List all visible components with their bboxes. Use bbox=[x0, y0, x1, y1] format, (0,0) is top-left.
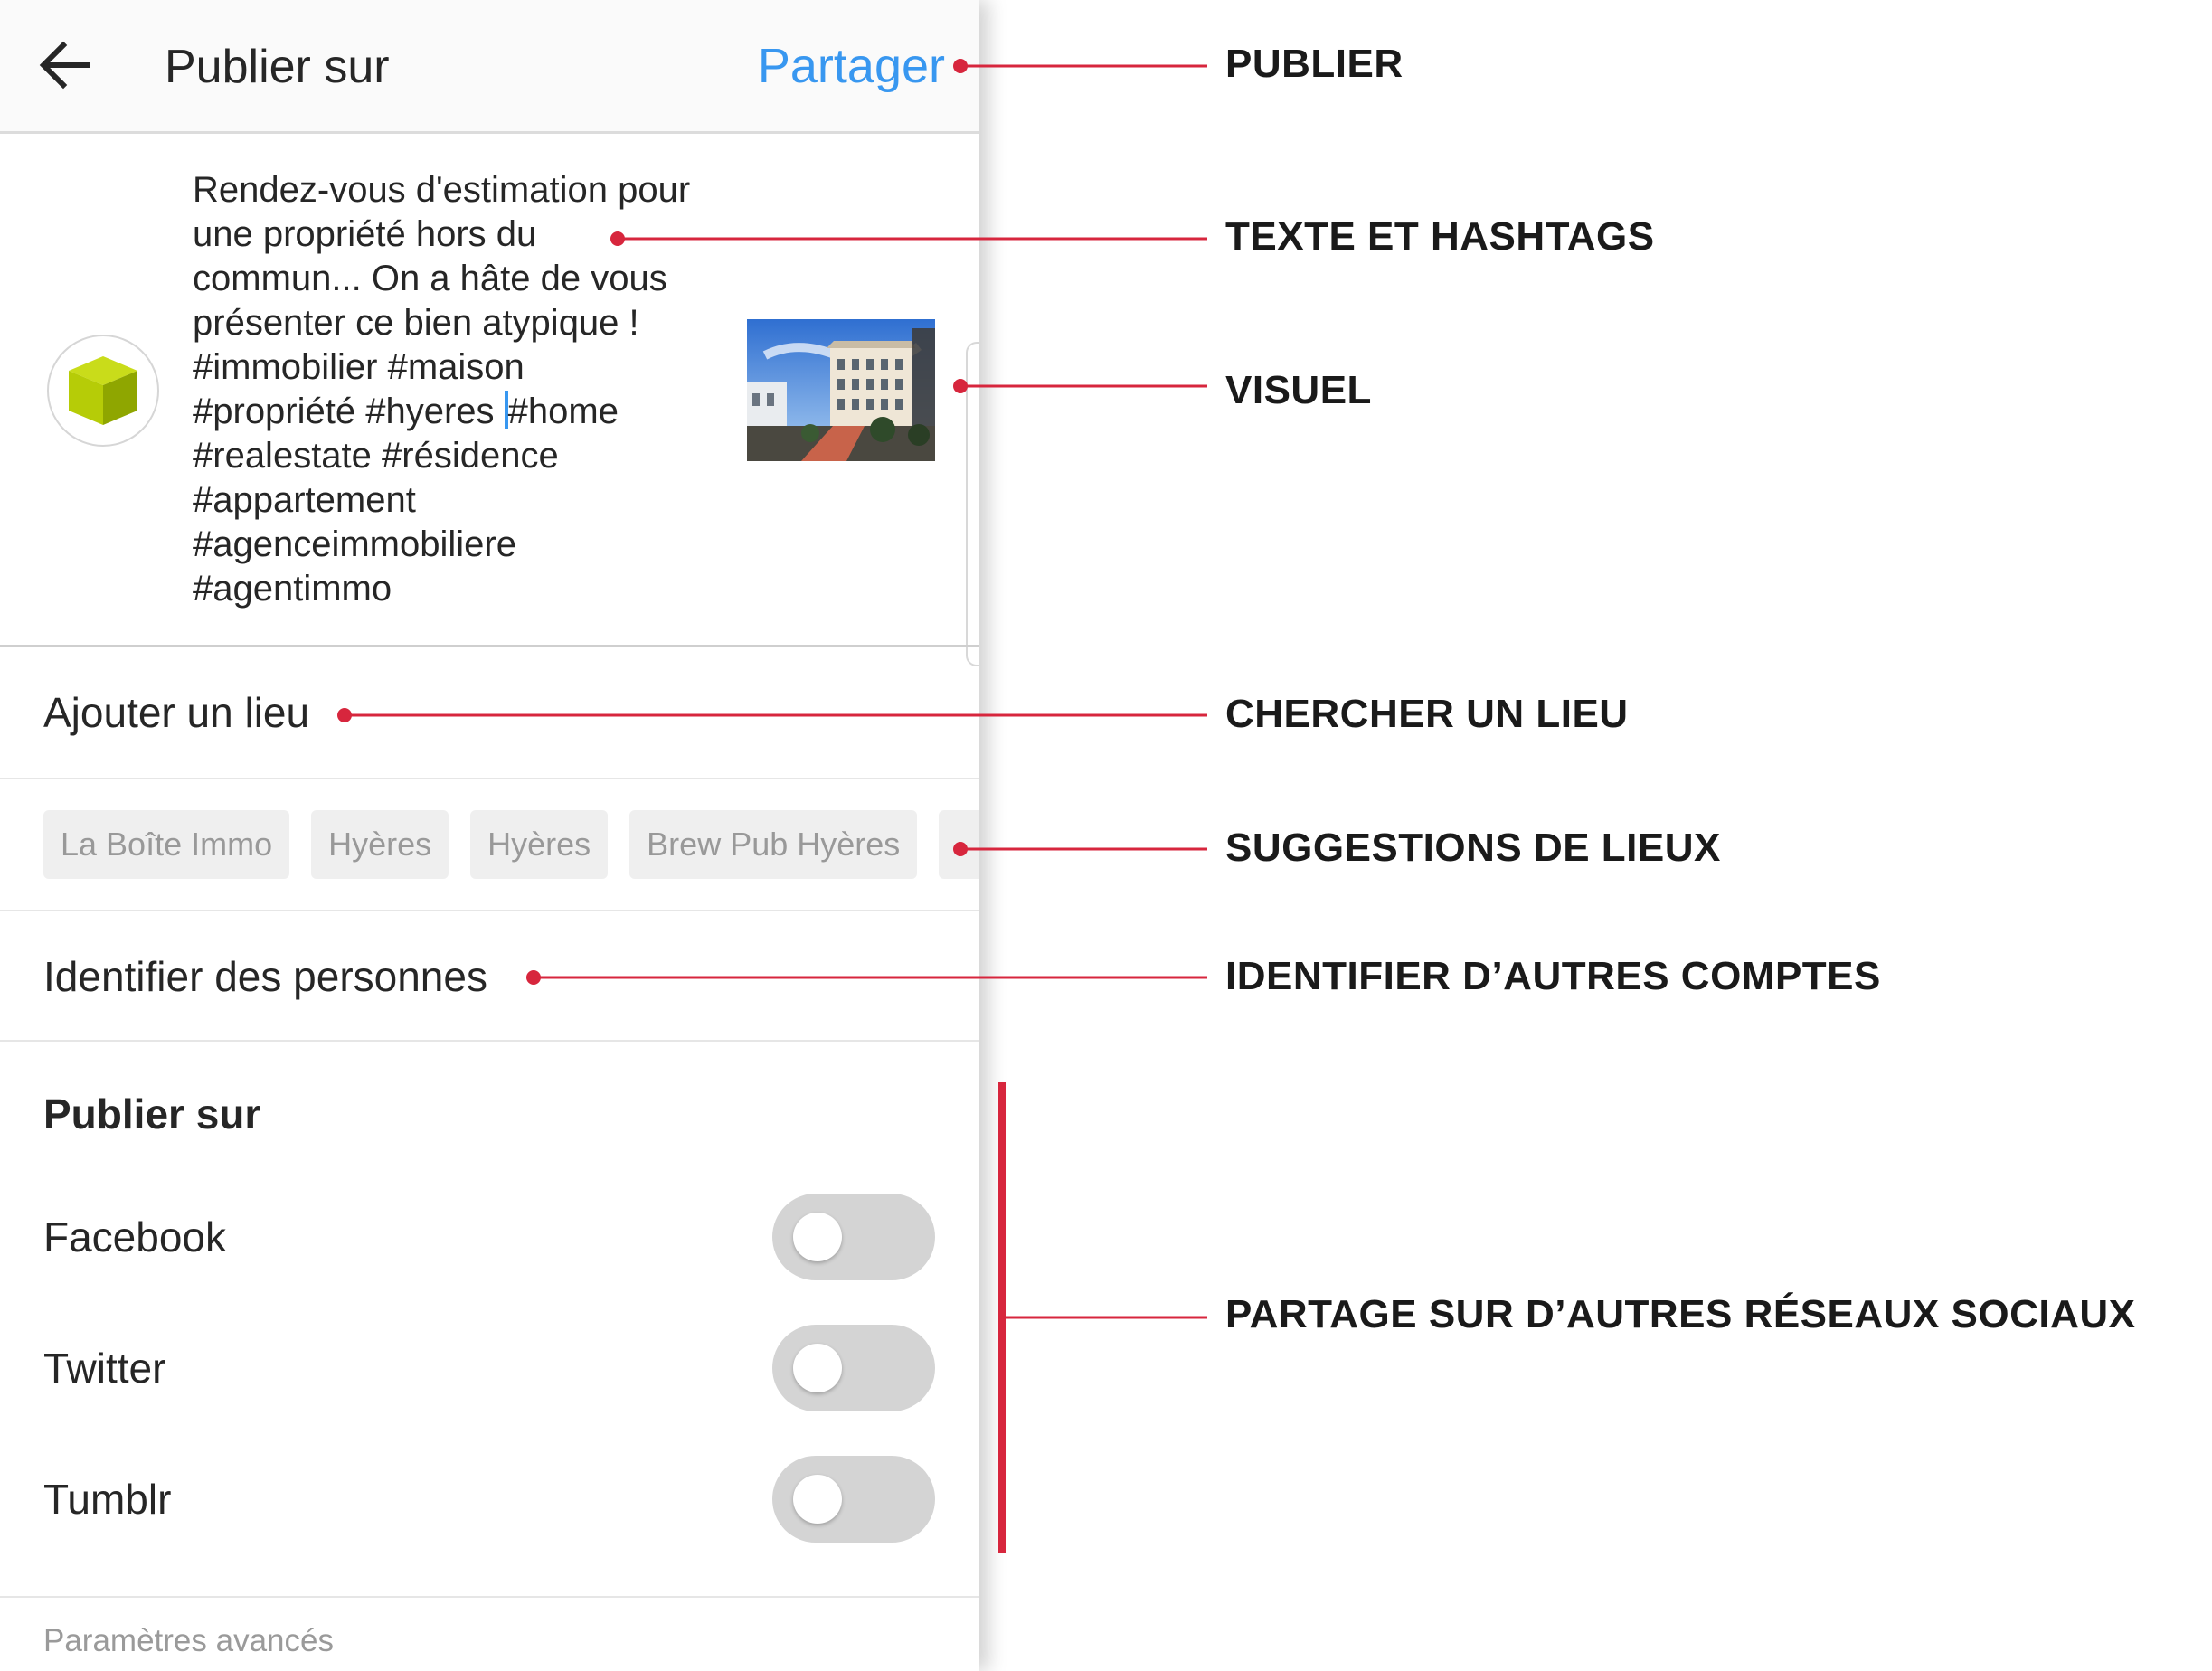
location-chip[interactable]: Brew Pub Hyères bbox=[629, 810, 917, 879]
caption-text-part-1: Rendez-vous d'estimation pour une propriété hors du commun... On a hâte de vous présenter ce bien atypique ! #immobilier #maison #propriété #hyeres bbox=[193, 170, 691, 431]
divider bbox=[0, 910, 979, 911]
twitter-toggle[interactable] bbox=[772, 1325, 935, 1411]
annotation-visual: VISUEL bbox=[1225, 368, 1372, 412]
toggle-knob bbox=[793, 1344, 842, 1392]
location-chip[interactable]: La Boîte Immo bbox=[43, 810, 289, 879]
page-title: Publier sur bbox=[165, 41, 390, 93]
divider bbox=[0, 1596, 979, 1598]
divider bbox=[0, 645, 979, 647]
annotation-tag-accounts: IDENTIFIER D’AUTRES COMPTES bbox=[1225, 954, 1881, 998]
twitter-label: Twitter bbox=[43, 1345, 166, 1392]
add-location-button[interactable]: Ajouter un lieu bbox=[43, 689, 310, 736]
location-suggestions bbox=[43, 810, 979, 879]
tumblr-toggle[interactable] bbox=[772, 1456, 935, 1543]
share-button[interactable]: Partager bbox=[757, 39, 945, 93]
green-cube-logo bbox=[60, 347, 147, 434]
advanced-settings-link[interactable]: Paramètres avancés bbox=[43, 1623, 334, 1658]
caption-text[interactable] bbox=[193, 168, 735, 611]
top-bar bbox=[0, 0, 979, 134]
account-avatar bbox=[47, 335, 159, 447]
caption-text-part-2: #home #realestate #résidence #appartement #agenceimmobiliere #agentimmo bbox=[193, 392, 619, 609]
annotation-share-networks: PARTAGE SUR D’AUTRES RÉSEAUX SOCIAUX bbox=[1225, 1292, 2136, 1336]
share-section-title: Publier sur bbox=[43, 1090, 261, 1138]
arrow-left-icon[interactable] bbox=[36, 36, 94, 94]
location-chip[interactable]: Hyères bbox=[470, 810, 608, 879]
toggle-knob bbox=[793, 1213, 842, 1261]
facebook-label: Facebook bbox=[43, 1213, 227, 1260]
phone-screen bbox=[0, 0, 979, 1671]
annotation-publish: PUBLIER bbox=[1225, 42, 1404, 86]
divider bbox=[0, 1040, 979, 1042]
location-chip[interactable]: Hyères bbox=[311, 810, 449, 879]
annotation-location-suggestions: SUGGESTIONS DE LIEUX bbox=[1225, 826, 1721, 870]
scroll-handle[interactable] bbox=[966, 342, 979, 666]
facebook-toggle[interactable] bbox=[772, 1194, 935, 1280]
tumblr-label: Tumblr bbox=[43, 1476, 172, 1523]
divider bbox=[0, 778, 979, 779]
toggle-knob bbox=[793, 1475, 842, 1524]
annotation-text-hashtags: TEXTE ET HASHTAGS bbox=[1225, 214, 1655, 259]
location-chip-partial[interactable] bbox=[939, 810, 979, 879]
building-photo-thumbnail bbox=[747, 319, 935, 461]
tag-people-button[interactable]: Identifier des personnes bbox=[43, 953, 487, 1000]
annotation-search-location: CHERCHER UN LIEU bbox=[1225, 692, 1629, 736]
